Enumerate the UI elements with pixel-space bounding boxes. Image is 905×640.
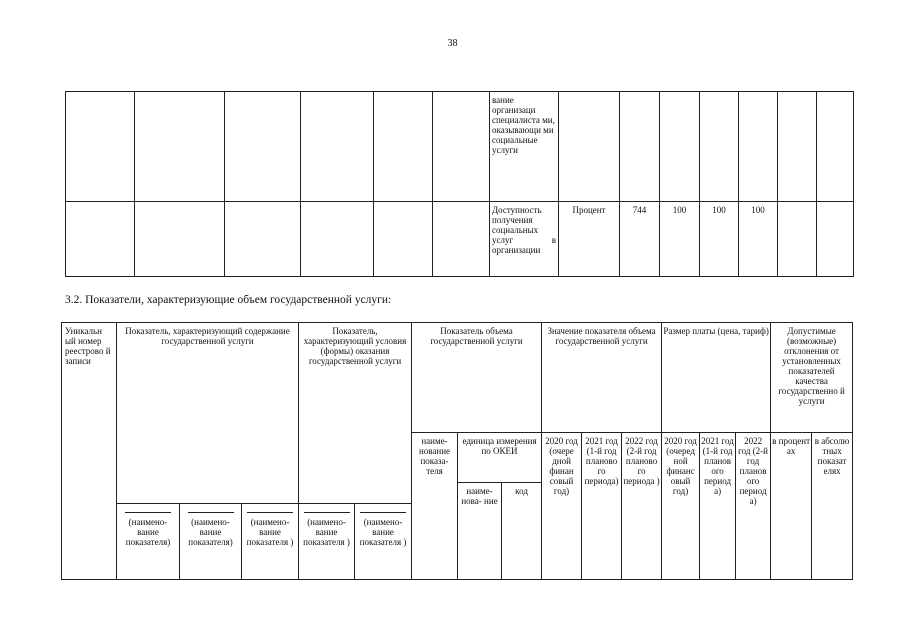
deviations-header: Допустимые (возможные) отклонения от установленных показателей качества государственно й услуги [771,323,853,433]
table-cell [225,202,301,277]
table-cell [135,92,225,202]
table-cell [135,202,225,277]
blank-line [125,512,171,513]
year-header: 2022 год (2-й год планов ого период а) [736,433,771,580]
volume-indicators-table [61,322,853,580]
sub-indicator-cell: (наимено- вание показателя) [180,504,242,580]
table-cell [301,202,374,277]
sub-indicator-cell: (наимено- вание показателя ) [355,504,412,580]
table-cell [817,92,854,202]
section-title: 3.2. Показатели, характеризующие объем государственной услуги: [65,294,392,306]
okei-name-header: наиме- нова- ние [458,483,502,580]
volume-value-header: Значение показателя объема государственной услуги [542,323,662,433]
indicator-name-cell: вание организаци специалиста ми, оказывающи ми социальные услуги [490,92,559,202]
volume-indicator-header: Показатель объема государственной услуги [412,323,542,433]
conditions-indicator-header: Показатель, характеризующий условия (формы) оказания государственной услуги [299,323,412,504]
indicator-name-header: наиме- нование показа- теля [412,433,458,580]
fee-header: Размер платы (цена, тариф) [662,323,771,433]
table-cell [225,92,301,202]
year-header: 2021 год (1-й год планов ого период а) [700,433,736,580]
unit-cell: Процент [559,202,620,277]
year-header: 2020 год (очере дной финан совый год) [542,433,582,580]
table-cell [778,202,817,277]
page-number: 38 [447,38,458,49]
year-header: 2021 год (1-й год планово го периода) [582,433,622,580]
table-cell [374,92,433,202]
table-cell [620,92,660,202]
table-cell [433,202,490,277]
blank-line [304,512,350,513]
year-header: 2022 год (2-й год планово го периода ) [622,433,662,580]
content-indicator-header: Показатель, характеризующий содержание государственной услуги [117,323,299,504]
quality-indicators-table-continued [65,91,854,277]
table-cell [301,92,374,202]
deviation-absolute-header: в абсолю тных показат елях [812,433,853,580]
year-header: 2020 год (очеред ной финанс овый год) [662,433,700,580]
table-cell [374,202,433,277]
sub-indicator-cell: (наимено- вание показателя ) [299,504,355,580]
table-cell [700,92,739,202]
value-cell: 100 [700,202,739,277]
table-cell [559,92,620,202]
table-cell [660,92,700,202]
value-cell: 100 [739,202,778,277]
okei-unit-header: единица измерения по ОКЕИ [458,433,542,483]
code-cell: 744 [620,202,660,277]
indicator-name-cell: Доступность получения социальных услуг в организации [490,202,559,277]
sub-indicator-cell: (наимено- вание показателя) [117,504,180,580]
value-cell: 100 [660,202,700,277]
table-cell [66,202,135,277]
table-cell [66,92,135,202]
table-cell [778,92,817,202]
unique-number-header: Уникальн ый номер реестрово й записи [62,323,117,580]
table-cell [817,202,854,277]
okei-code-header: код [502,483,542,580]
blank-line [188,512,234,513]
blank-line [247,512,293,513]
deviation-percent-header: в процент ах [771,433,812,580]
blank-line [360,512,406,513]
sub-indicator-cell: (наимено- вание показателя ) [242,504,299,580]
table-cell [433,92,490,202]
table-cell [739,92,778,202]
